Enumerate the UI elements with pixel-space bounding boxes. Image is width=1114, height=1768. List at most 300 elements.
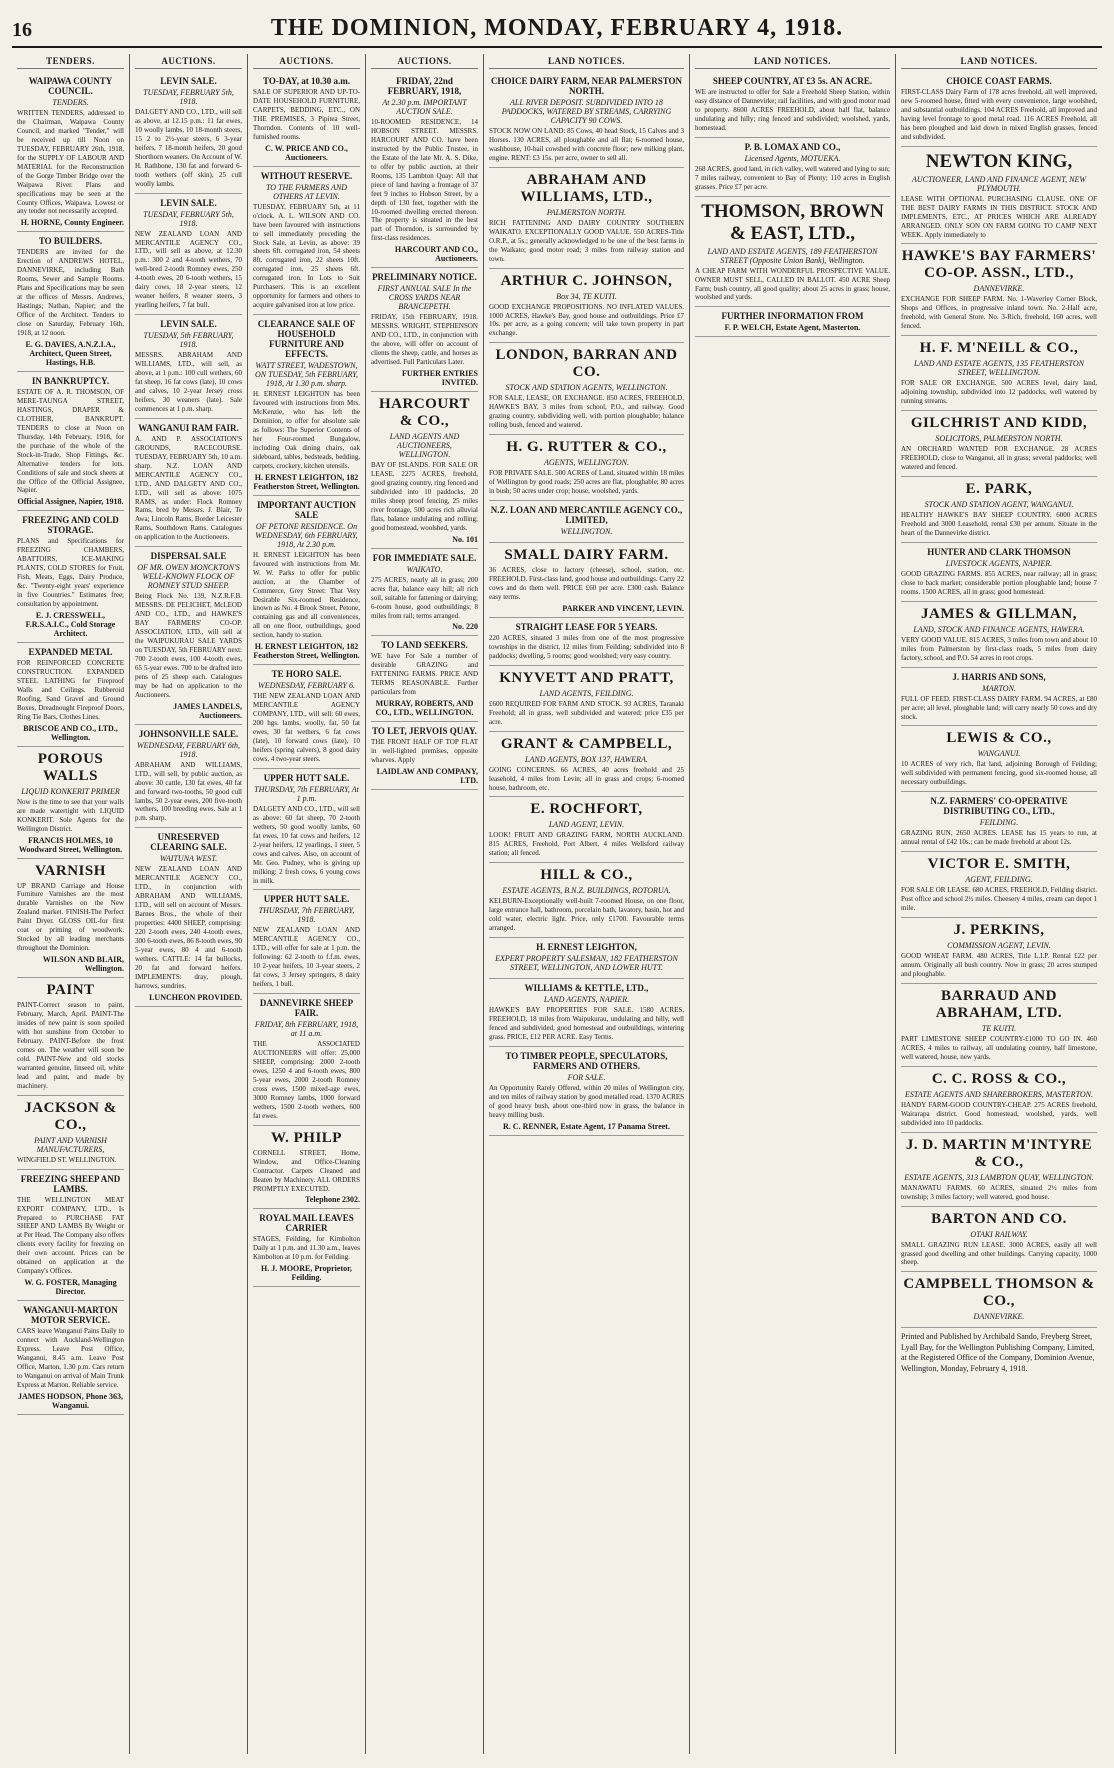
ad-signature: Telephone 2302. [305,1195,360,1205]
ad-subheading: LAND AGENTS, NAPIER. [543,995,630,1005]
ad-body-text: CORNELL STREET, Home, Window, and Office-Cleaning Contractor. Carpets Cleaned and Beaten by Machinery. ALL ORDERS PROMPTLY EXECUTED. [253,1148,360,1193]
advertisement [489,543,684,618]
ad-heading: C. C. ROSS & CO., [931,1070,1067,1087]
advertisement [371,722,478,790]
ad-subheading: COMMISSION AGENT, LEVIN. [947,941,1051,951]
ad-heading: SHEEP COUNTRY, AT £3 5s. AN ACRE. [712,76,873,86]
ad-body-text: LOOK! FRUIT AND GRAZING FARM, NORTH AUCKLAND. 815 ACRES, Freehold, Port Albert, 4 miles Wellsford railway station; all fenced. [489,831,684,858]
advertisement [17,859,124,979]
ad-body-text: DALGETY AND CO., LTD., will sell as above, at 12.15 p.m.: 11 fat ewes, 10 woolly lambs, 10 18-month steers, 15 2 to 2½-year steers, 6 3-year heifers, 7 18-month heifers, 20 good Shorthorn weaners. On Account of W. H. Rathbone, 130 fat and forward 6-tooth wethers (off skin), 25 cull woolly lambs. [135,108,242,188]
ad-body-text: FOR SALE OR LEASE. 680 ACRES, FREEHOLD, Feilding district. Post office and school 2½ miles. Cheesery 4 miles, cream can depot 1 mile. [901,886,1097,913]
ad-body-text: PLANS and Specifications for FREEZING CHAMBERS, ABATTOIRS, ICE-MAKING PLANTS, COLD STORES for Fruit, Fish, Meats, Eggs, Dairy Produce, &c. "Twenty-eight years' experience in five Countries." Estimates free; consultation by appointment. [17,537,124,609]
ad-subheading: ALL RIVER DEPOSIT. SUBDIVIDED INTO 18 PADDOCKS, WATERED BY STREAMS, CARRYING CAPACITY 90 COWS. [501,98,672,125]
ad-subheading: FIRST ANNUAL SALE In the CROSS YARDS NEAR BRANCEPETH. [377,284,472,312]
advertisement [253,890,360,994]
ad-heading: TE HORO SALE. [271,669,342,680]
ad-body-text: 275 ACRES, nearly all in grass; 200 acres flat, balance easy hill; all rich soil, suitable for fattening or dairying; 6-room house, good outbuildings; 8 miles from rail; terms arranged. [371,575,478,620]
ad-heading: TO BUILDERS. [38,236,103,247]
ad-subheading: LAND AND ESTATE AGENTS, 189 FEATHERSTON STREET (Opposite Union Bank), Wellington. [707,246,878,265]
ad-signature: W. G. FOSTER, Managing Director. [24,1278,117,1297]
ad-subheading: LAND AGENTS, BOX 137, HAWERA. [525,754,648,764]
ad-subheading: AGENT, FEILDING. [965,875,1033,885]
ad-body-text: TUESDAY, FEBRUARY 5th, at 11 o'clock. A. L. WILSON AND CO. have been favoured with instructions to sell immediately preceding the Stock Sale, at Levin, as above: 39 sheets 6ft. corrugated iron, 54 sheets 8ft. corrugated iron, 22 sheets 10ft. corrugated iron, 25 sheets 6ft. corrugated iron. In Lots to Suit Purchasers. This is an excellent opportunity for farmers and others to acquire galvanised iron at low price. [253,202,360,310]
column-heading: AUCTIONS. [253,56,360,69]
ad-heading: POROUS WALLS [37,750,104,784]
ad-body-text: THE ASSOCIATED AUCTIONEERS will offer: 25,000 SHEEP, comprising: 2000 2-tooth ewes, 1250 4 and 6-tooth ewes, 800 5-year ewes, 2000 2-tooth Romney cross ewes, 1500 mixed-age ewes, 3000 Romney lambs, 1000 forward wethers, 1500 2-tooth wethers, 600 fat ewes. [253,1040,360,1120]
ad-subheading: TE KUITI. [981,1023,1017,1033]
advertisement [901,477,1097,543]
ad-heading: H. F. M'NEILL & CO., [919,340,1079,357]
ad-subheading: FEILDING. [979,818,1019,828]
advertisement [901,244,1097,336]
ad-subheading: WAIKATO. [406,564,443,574]
advertisement [901,726,1097,792]
ad-subheading: WANGANUI. [977,749,1021,759]
ad-body-text: SMALL GRAZING RUN LEASE. 3000 ACRES, easily all well grassed good dwelling and other buildings. Carrying capacity, 1000 sheep. [901,1240,1097,1267]
advertisement [371,549,478,637]
ad-body-text: A CHEAP FARM WITH WONDERFUL PROSPECTIVE VALUE. OWNER MUST SELL, CALLED IN BALLOT. 450 ACRE Sheep Farm; bush country, all good quality; about 25 acres in grass; house, woolshed and yards. [695,266,890,302]
ad-subheading: TUESDAY, FEBRUARY 5th, 1918. [143,209,234,228]
ad-heading: CLEARANCE SALE OF HOUSEHOLD FURNITURE AND EFFECTS. [257,319,356,360]
advertisement [901,602,1097,668]
advertisement [901,411,1097,477]
printer-imprint: Printed and Published by Archibald Sando, Freyberg Street, Lyall Bay, for the Wellington Publishing Company, Limited, at the Registered Office of the Company, Dominion Avenue, Wellington, Monday, February 4, 1918. [901,1332,1095,1373]
ad-body-text: SALE OF SUPERIOR AND UP-TO-DATE HOUSEHOLD FURNITURE, CARPETS, BEDDING, ETC., ON THE PREMISES, 3 Pipitea Street, Thorndon. Contents of 10 well-furnished rooms. [253,88,360,141]
ad-subheading: WEDNESDAY, FEBRUARY 6. [258,681,355,691]
advertisement [901,1067,1097,1133]
ad-heading: IMPORTANT AUCTION SALE [256,499,357,520]
ad-subheading: At 2.30 p.m. IMPORTANT AUCTION SALE. [382,98,467,116]
ad-subheading: TO THE FARMERS AND OTHERS AT LEVIN. [265,182,348,201]
advertisement [489,938,684,979]
advertisement [253,167,360,315]
advertisement [901,543,1097,602]
ad-body-text: THE FRONT HALF OF TOP FLAT in well-lighted premises, opposite wharves. Apply [371,738,478,765]
ad-heading: VICTOR E. SMITH, [927,856,1071,873]
column-6 [690,54,896,1754]
ad-subheading: DANNEVIRKE. [973,1312,1025,1322]
advertisement [489,72,684,168]
ad-heading: GILCHRIST AND KIDD, [910,415,1088,432]
advertisement [135,194,242,316]
ad-body-text: FRIDAY, 15th FEBRUARY, 1918. MESSRS. WRIGHT, STEPHENSON AND CO., LTD., in conjunction with the above, will offer on account of clients the sheep, cattle, and horses as advertised. Full Particulars Later. [371,313,478,367]
advertisement [17,1301,124,1415]
ad-heading: UPPER HUTT SALE. [263,894,350,905]
ad-signature: LUNCHEON PROVIDED. [149,992,242,1002]
ad-heading: E. ROCHFORT, [530,801,643,818]
advertisement [253,496,360,666]
ad-signature: H. ERNEST LEIGHTON, 182 Featherston Street, Wellington. [253,472,360,491]
ad-body-text: STAGES, Feilding, for Kimbolton Daily at 1 p.m. and 11.30 a.m., leaves Kimbolton at 10 p.m. for Feilding. [253,1235,360,1262]
advertisement [17,643,124,747]
ad-heading: JOHNSONVILLE SALE. [138,728,239,739]
advertisement [17,747,124,859]
ad-body-text: GOOD EXCHANGE PROPOSITIONS. NO INFLATED VALUES. 1000 ACRES, Hawke's Bay, good house and outbuildings. Price £7 10s. per acre, as a going concern; will take town property in part exchange. [489,302,684,338]
ad-heading: H. ERNEST LEIGHTON, [536,942,637,953]
advertisement [901,792,1097,852]
ad-body-text: PAINT-Correct season to paint, February, March, April. PAINT-The insides of new paint is soon spoiled with hot sunshine from October to February. PAINT-Before the frost comes on. The weather will soon be cold. PAINT-New and old stocks warranted genuine, linseed oil, white lead and paint, and made by machinery. [17,1001,124,1090]
advertisement [135,315,242,419]
ad-signature: FURTHER ENTRIES INVITED. [402,369,478,388]
ad-body-text: GOOD WHEAT FARM. 480 ACRES, Title L.I.P. Rental £22 per annum. Originally all bush country. Now in grass; 20 acres stumped and ploughable. [901,952,1097,978]
ad-body-text: FIRST-CLASS Dairy Farm of 178 acres freehold, all well improved, new 5-roomed house, fitted with every convenience, large woolshed, and substantial outbuildings. 104 ACRES Freehold, all improved and having level frontage to good metal road. 116 ACRES Freehold, all has been ploughed and laid down in mixed English grasses, fenced and subdivided. [901,88,1097,141]
ad-subheading: ESTATE AGENTS AND SHAREBROKERS, MASTERTON. [904,1089,1093,1099]
ad-body-text: WE are instructed to offer for Sale a Freehold Sheep Station, within easy distance of Dannevirke; rail facilities, and with good motor road to property. 8600 ACRES FREEHOLD, about half flat, balance undulating and hilly; ring fenced and subdivided; woolshed, yards, homestead. [695,88,890,132]
ad-heading: WILLIAMS & KETTLE, LTD., [524,983,649,994]
ad-heading: W. PHILP [271,1129,342,1146]
ad-body-text: 268 ACRES, good land, in rich valley, well watered and lying to sun; 7 miles railway, convenient to Bay of Plenty; 110 acres in English grasses. Price £7 per acre. [695,164,890,191]
column-1 [12,54,130,1754]
column-heading: LAND NOTICES. [489,56,684,69]
ad-body-text: HAWKE'S BAY PROPERTIES FOR SALE. 1580 ACRES, FREEHOLD, 18 miles from Waipukurau, undulating and hilly, well fenced and subdivided, good homestead and outbuildings, wintering grass. PRICE, £12 PER ACRE. Easy Terms. [489,1006,684,1041]
ad-heading: J. PERKINS, [953,922,1045,939]
ad-subheading: OTAKI RAILWAY. [970,1229,1028,1239]
advertisement [901,1272,1097,1328]
ad-heading: GRANT & CAMPBELL, [500,735,673,752]
ad-body-text: GOOD GRAZING FARMS. 855 ACRES, near railway; all in grass; close to back market; considerable portion ploughable land; house 7 rooms. 1500 ACRES, all in grass; good homestead. [901,569,1097,596]
ad-body-text: GOING CONCERNS. 66 ACRES, 40 acres freehold and 25 leasehold, 4 miles from Levin; all in grass and crops; 6-roomed house, bathroom, etc. [489,765,684,792]
ad-body-text: STOCK NOW ON LAND: 85 Cows, 40 head Stock, 15 Calves and 3 Horses. 130 ACRES, all ploughable and all flat; 6-roomed house, washhouse, 10-bail cowshed with concrete floor; new milking plant, engine. RENT: £3 15s. per acre, owner to sell all. [489,127,684,162]
ad-heading: PAINT [46,982,95,999]
ad-signature: E. G. DAVIES, A.N.Z.I.A., Architect, Queen Street, Hastings, H.B. [25,339,116,367]
advertisement [489,863,684,938]
ad-heading: HILL & CO., [540,867,633,884]
ad-body-text: 10 ACRES of very rich, flat land, adjoining Borough of Feilding; well subdivided with permanent fencing, good six-roomed house, all necessary outbuildings. [901,760,1097,787]
ad-subheading: STOCK AND STATION AGENT, WANGANUI. [924,500,1074,510]
ad-body-text: FOR SALE, LEASE, OR EXCHANGE. 850 ACRES, FREEHOLD, HAWKE'S BAY, 3 miles from school, P.O., and railway. Good grazing country, subdividing well, with portion ploughable; balance rolling bush, fenced and watered. [489,394,684,430]
ad-body-text: Being Flock No. 139, N.Z.R.F.B. MESSRS. DE PELICHET, McLEOD AND CO., LTD., and HAWKE'S BAY FARMERS' CO-OP. ASSOCIATION, LTD., will sell at the WAIPUKURAU SALE YARDS on TUESDAY, 5th FEBRUARY next: 700 2-tooth ewes, 100 4-tooth ewes, 65 5-year ewes. 700 to be drafted into pens of 25 sheep each. Catalogues may be had on application to the Auctioneers. [135,592,242,699]
ad-heading: ARTHUR C. JOHNSON, [500,272,673,289]
ad-heading: NEWTON KING, [925,150,1073,172]
ad-heading: WAIPAWA COUNTY COUNCIL. [28,76,113,96]
ad-heading: FREEZING SHEEP AND LAMBS. [20,1173,121,1194]
ad-subheading: WAITUNA WEST. [159,854,218,864]
ad-body-text: 220 ACRES, situated 3 miles from one of the most progressive townships in the district, 12 miles from Feilding; subdivided into 8 paddocks; dwelling, 5 rooms; good woolshed; very easy country. [489,633,684,660]
ad-heading: WANGANUI-MARTON MOTOR SERVICE. [23,1305,118,1326]
advertisement [253,1209,360,1287]
advertisement [253,72,360,167]
advertisement [695,307,890,337]
advertisement [901,852,1097,918]
advertisement [17,511,124,643]
ad-heading: UNRESERVED CLEARING SALE. [150,832,227,853]
ad-heading: WITHOUT RESERVE. [260,170,353,181]
ad-subheading: LAND AGENTS, FEILDING. [539,688,634,698]
advertisement [17,72,124,232]
ad-subheading: WATT STREET, WADESTOWN, ON TUESDAY, 5th FEBRUARY, 1918, At 1.30 p.m. sharp. [254,361,359,389]
column-4 [366,54,484,1754]
ad-heading: STRAIGHT LEASE FOR 5 YEARS. [515,621,658,632]
ad-body-text: UP BRAND Carriage and House Furniture Varnishes are the most durable Varnishes on the New Zealand market. FINISH-The Perfect Paint Dryer. GLOSS OIL-for first coat or priming of woodwork. Stocked by all leading merchants throughout the Dominion. [17,881,124,953]
ad-heading: TO-DAY, at 10.30 a.m. [263,76,350,86]
ad-subheading: OF MR. OWEN MONCKTON'S WELL-KNOWN FLOCK OF ROMNEY STUD SHEEP. [137,563,240,591]
ad-subheading: LAND AND ESTATE AGENTS, 135 FEATHERSTON STREET, WELLINGTON. [914,359,1084,378]
ad-heading: PRELIMINARY NOTICE. [372,272,477,283]
ad-heading: J. D. MARTIN M'INTYRE & CO., [905,1136,1093,1170]
advertisement [489,979,684,1047]
column-heading: AUCTIONS. [371,56,478,69]
ad-signature: WILSON AND BLAIR, Wellington. [42,955,124,974]
advertisement [489,666,684,732]
ad-subheading: STOCK AND STATION AGENTS, WELLINGTON. [505,383,668,393]
ad-body-text: THE NEW ZEALAND LOAN AND MERCANTILE AGENCY COMPANY, LTD., will sell: 60 ewes, 200 hgs. lambs, woolly, fat, 50 fat ewes, 30 fat wethers, 6 fat cows (late), 10 forward cows (late), 10 heifers (spring calvers), 8 good dairy cows, 4 two-year steers. [253,692,360,763]
ad-subheading: FOR SALE. [567,1072,606,1082]
ad-heading: THOMSON, BROWN & EAST, LTD., [701,200,884,244]
ad-heading: SMALL DAIRY FARM. [504,547,669,564]
ad-signature: LAIDLAW AND COMPANY, LTD. [376,767,478,786]
advertisement [371,392,478,549]
ad-body-text: VERY GOOD VALUE. 815 ACRES, 3 miles from town and about 10 miles from Palmerston by first-class roads, 5 miles from dairy factory, school, and P.O. 54 acres in root crops. [901,635,1097,662]
ad-body-text: 36 ACRES, close to factory (cheese), school, station, etc. FREEHOLD. First-class land, good house and outbuildings. Carry 22 cows and do them well. PRICE £60 per acre. £300 cash. Balance easy terms. [489,566,685,601]
ad-heading: TO LET, JERVOIS QUAY. [372,726,477,737]
ad-subheading: MARTON. [982,683,1016,693]
advertisement [17,372,124,511]
ad-heading: HAWKE'S BAY FARMERS' CO-OP. ASSN., LTD., [901,248,1097,282]
ad-heading: UPPER HUTT SALE. [263,772,350,783]
advertisement [135,725,242,829]
advertisement [371,636,478,722]
ad-subheading: THURSDAY, 7th FEBRUARY, At 1 p.m. [254,784,359,803]
ad-body-text: WINGFIELD ST. WELLINGTON. [17,1155,117,1164]
ad-signature: No. 101 [452,534,478,544]
advertisement [253,769,360,891]
advertisement [489,797,684,863]
advertisement [489,618,684,666]
column-5 [484,54,690,1754]
ad-subheading: LIQUID KONKERIT PRIMER [21,786,120,796]
ad-signature: PARKER AND VINCENT, LEVIN. [562,603,684,613]
advertisement [489,435,684,501]
ad-body-text: H. ERNEST LEIGHTON has been favoured with instructions from Mrs. McKenzie, who has left the Dominion, to offer for absolute sale as follows: The Superior Contents of her Four-roomed Bungalow, including Oak dining chairs, oak sideboard, tables, bedsteads, bedding, carpets, crockery, kitchen utensils. [253,390,360,470]
ad-body-text: Now is the time to see that your walls are made watertight with LIQUID KONKERIT. Sole Agents for the Wellington District. [17,797,124,833]
ad-body-text: PART LIMESTONE SHEEP COUNTRY-£1000 TO GO IN. 460 ACRES, 4 miles to railway, all undulating country, half limestone, well watered, house, new yards. [901,1034,1097,1061]
ad-heading: H. G. RUTTER & CO., [506,439,667,456]
advertisement [901,72,1097,147]
ad-body-text: MESSRS. ABRAHAM AND WILLIAMS, LTD., will sell, as above, at 1 p.m.: 100 cull wethers, 60 fat sheep, 16 fat cows (late), 10 cows and calves, 10 2-year Jersey cross heifers, 30 weaners (late). Sale commences at 1 p.m. sharp. [135,351,242,413]
ad-heading: LEVIN SALE. [160,319,217,330]
ad-signature: JAMES LANDELS, Auctioneers. [173,701,242,720]
ad-subheading: THURSDAY, 7th FEBRUARY, 1918. [258,906,355,925]
advertisement [253,1126,360,1210]
ad-signature: E. J. CRESSWELL, F.R.S.A.I.C., Cold Storage Architect. [25,611,116,639]
ad-signature: BRISCOE AND CO., LTD., Wellington. [23,723,118,742]
advertisement [17,1096,124,1170]
ad-heading: CHOICE COAST FARMS. [946,76,1052,86]
newspaper-title: THE DOMINION, MONDAY, FEBRUARY 4, 1918. [270,15,844,41]
ad-heading: LEVIN SALE. [160,76,217,86]
ad-subheading: LAND, STOCK AND FINANCE AGENTS, HAWERA. [913,624,1085,634]
ad-body-text: A. AND P. ASSOCIATION'S GROUNDS, RACECOURSE. TUESDAY, FEBRUARY 5th, 10 a.m. sharp. N.Z. LOAN AND MERCANTILE AGENCY CO., LTD., AND DALGETY AND CO., LTD., will sell as above: 1075 RAMS, as under: Flock Romney Rams, bred by Messrs. J. Blair, Te Awa; Lincoln Rams, Border Leicester Rams, Southdown Rams. Catalogues on application to the Auctioneers. [135,434,242,542]
ad-signature: JAMES HODSON, Phone 363, Wanganui. [17,1391,124,1410]
advertisement [135,419,242,547]
ad-subheading: WELLINGTON. [560,527,613,537]
ad-heading: E. PARK, [965,481,1033,498]
ad-heading: LEVIN SALE. [160,197,217,208]
ad-body-text: NEW ZEALAND LOAN AND MERCANTILE AGENCY CO., LTD., will sell as above, at 12.30 p.m.: 300 2 and 4-tooth wethers, 70 well-bred 2-tooth Romney ewes, 250 4-tooth ewes, 20 6-tooth wethers, 15 dairy cows, 18 2-year steers, 12 weaner heifers, 8 weaner steers, 3 yearling heifers, 7 fat bull. [135,229,242,310]
ad-heading: DISPERSAL SALE [150,551,227,562]
ad-body-text: FOR PRIVATE SALE. 500 ACRES of Land, situated within 18 miles of Wellington by good roads; 250 acres are flat, ploughable; 80 acres in bush; 50 acres under crop; house, woolshed, yards. [489,469,684,496]
ad-heading: ROYAL MAIL LEAVES CARRIER [259,1213,354,1234]
advertisement [17,232,124,372]
advertisement [901,668,1097,727]
ad-heading: HUNTER AND CLARK THOMSON [927,546,1071,557]
ad-body-text: RICH FATTENING AND DAIRY COUNTRY SOUTHERN WAIKATO. EXCEPTIONALLY GOOD VALUE. 550 ACRES-Title O.R.P., at 5s.; generally acknowledged to be one of the best farms in the Waikato; good motor road; 3 miles from railway station and town. [489,218,684,263]
ad-subheading: ESTATE AGENTS, B.N.Z. BUILDINGS, ROTORUA. [502,886,671,896]
ad-subheading: LAND AGENT, LEVIN. [548,820,625,830]
advertisement [489,501,684,543]
ad-signature: C. W. PRICE AND CO., Auctioneers. [265,143,348,162]
advertisement [901,1133,1097,1207]
ad-subheading: DANNEVIRKE. [973,284,1025,294]
ad-body-text: H. ERNEST LEIGHTON has been favoured with instructions from Mr. W. W. Parks to offer for public auction, at the Chamber of Commerce, Grey Street: That Very Desirable Six-roomed Residence, known as No. 4 Brook Street, Petone, containing gas and all conveniences, all on one floor, outbuildings, good section, handy to station. [253,550,360,640]
ad-heading: FOR IMMEDIATE SALE. [372,552,477,563]
ad-body-text: AN ORCHARD WANTED FOR EXCHANGE. 28 ACRES FREEHOLD, close to Wanganui, all in grass; several paddocks; well watered and fenced. [901,445,1097,472]
advertisement [695,72,890,138]
ad-heading: EXPANDED METAL [28,647,113,658]
ad-subheading: PALMERSTON NORTH. [546,207,627,217]
ad-body-text: KELBURN-Exceptionally well-built 7-roomed House, on one floor, large entrance hall, bathroom, porcelain bath, lavatory, basin, hot and cold water, electric light. Price, only £1700. Favourable terms arranged. [489,897,684,933]
ad-subheading: TENDERS. [52,98,89,107]
advertisement [17,978,124,1096]
ad-heading: ABRAHAM AND WILLIAMS, LTD., [520,171,653,205]
ad-heading: J. HARRIS AND SONS, [952,671,1046,682]
ad-body-text: NEW ZEALAND LOAN AND MERCANTILE AGENCY CO., LTD., will offer for sale at 1 p.m. the following: 62 2-tooth to f.f.m. ewes, 10 2-year heifers, 10 3-year steers, 2 fat cows, 3 Jersey springers, 8 dairy heifers, 1 bull. [253,926,360,989]
ad-heading: WANGANUI RAM FAIR. [138,422,239,433]
advertisement [489,269,684,344]
advertisement [901,984,1097,1067]
ad-body-text: THE WELLINGTON MEAT EXPORT COMPANY, LTD., Is Prepared to PURCHASE FAT SHEEP AND LAMBS By Weight or at Per Head. The Company also offers clients every facility for freezing on their own account. Prices can be obtained on application at the Company's Offices. [17,1195,124,1276]
advertisement [489,732,684,798]
ad-body-text: ABRAHAM AND WILLIAMS, LTD., will sell, by public auction, as above: 30 cattle, 130 fat ewes, 40 fat and forward two-tooths, 50 good cull lambs, 50 2-year ewes, 200 five-tooth wethers, 100 breeding ewes. Sale at 1 p.m. sharp. [135,760,242,823]
ad-heading: FRIDAY, 22nd FEBRUARY, 1918, [387,76,462,96]
ad-heading: FREEZING AND COLD STORAGE. [22,515,119,536]
ad-heading: BARTON AND CO. [931,1210,1067,1227]
ad-body-text: TENDERS are invited for the Erection of ANDREWS HOTEL, DANNEVIRKE, including Bath Rooms, Sewer and Sample Rooms. Plans and Specifications may be seen at the offices of Messrs. Andrews, Hastings; Nathan, Napier; and the Office of the Architect. Tenders to close on Saturday, February 16th, 1918, at 12 noon. [17,248,124,338]
ad-heading: N.Z. FARMERS' CO-OPERATIVE DISTRIBUTING CO., LTD., [930,796,1068,817]
ad-subheading: TUESDAY, 5th FEBRUARY, 1918. [143,331,234,350]
ad-heading: JACKSON & CO., [24,1099,117,1133]
advertisement [253,315,360,496]
ad-heading: KNYVETT AND PRATT, [499,669,674,686]
advertisement [901,336,1097,411]
advertisement [371,72,478,268]
ad-heading: FURTHER INFORMATION FROM [721,311,864,322]
ad-subheading: AGENTS, WELLINGTON. [544,458,629,468]
ad-signature: No. 220 [452,622,478,632]
ad-body-text: FOR SALE OR EXCHANGE. 500 ACRES level, dairy land, adjoining township, subdivided into 12 paddocks, well watered by running streams. [901,379,1097,406]
ad-signature: R. C. RENNER, Estate Agent, 17 Panama Street. [503,1121,670,1131]
ad-subheading: WEDNESDAY, FEBRUARY 6th, 1918. [136,740,241,759]
advertisement [901,147,1097,245]
ad-body-text: ESTATE OF A. R. THOMSON, OF MERE-TAUNGA STREET, HASTINGS, DRAPER & CLOTHIER, BANKRUPT. TENDERS to close at Noon on Thursday, 14th February, 1918, for the purchase of the whole of the Stock-in-Trade, Shop Fittings, &c. Alternative tenders for lots. Conditions of sale and stock sheets at the Office of the Official Assignee, Napier. [17,387,124,495]
ad-body-text: LEASE WITH OPTIONAL PURCHASING CLAUSE. ONE OF THE BEST DAIRY FARMS IN THIS DISTRICT. STOCK AND IMPLEMENTS, ETC., AT PRICES WHICH ARE ALREADY ARRANGED. ONLY SON ON FARM GOING TO CAMP NEXT WEEK. Apply immediately to [901,194,1097,239]
ad-subheading: SOLICITORS, PALMERSTON NORTH. [935,434,1063,444]
ad-body-text: HEALTHY HAWKE'S BAY SHEEP COUNTRY. 6000 ACRES Freehold and 3000 Leasehold, rental £30 per annum. Situate in the heart of the Dannevirke district. [901,511,1097,537]
ad-body-text: GRAZING RUN, 2650 ACRES. LEASE has 15 years to run, at annual rental of £42 10s.; can be made freehold at about 12s. [901,829,1097,847]
column-2 [130,54,248,1754]
column-heading: AUCTIONS. [135,56,242,69]
ad-body-text: An Opportunity Rarely Offered, within 20 miles of Wellington city, and ten miles of railway station by good metalled road. 1370 ACRES of good heavy bush, about one-third now in grass, the balance in heavy milling bush. [489,1083,684,1119]
ad-signature: FRANCIS HOLMES, 10 Woodward Street, Wellington. [18,835,123,854]
column-7 [896,54,1102,1754]
column-heading: LAND NOTICES. [695,56,890,69]
ad-signature: Official Assignee, Napier, 1918. [17,497,124,507]
ad-heading: TO LAND SEEKERS. [381,640,468,651]
advertisement [489,168,684,269]
ad-heading: IN BANKRUPTCY. [31,375,110,386]
ad-subheading: ESTATE AGENTS, 313 LAMBTON QUAY, WELLINGTON. [904,1172,1094,1182]
ad-body-text: MANAWATU FARMS. 60 ACRES, situated 2½ miles from township; 3 miles factory; well watered, good house. [901,1183,1097,1201]
advertisement [135,72,242,194]
advertisement [17,1170,124,1302]
ad-signature: HARCOURT AND CO., Auctioneers. [394,245,478,264]
ad-heading: JAMES & GILLMAN, [921,605,1077,622]
ad-body-text: CARS leave Wanganui Pains Daily to connect with Auckland-Wellington Express. Leave Post Office, Wanganui, 8.45 a.m. Leave Post Office, Marton, 1.30 p.m. Cars return to Wanganui on arrival of Main Trunk Express at Marton. Reliable service. [17,1327,124,1389]
ad-signature: F. P. WELCH, Estate Agent, Masterton. [724,323,861,333]
ad-heading: HARCOURT & CO., [379,396,470,430]
ad-signature: H. ERNEST LEIGHTON, 182 Featherston Street, Wellington. [253,642,360,661]
ad-heading: TO TIMBER PEOPLE, SPECULATORS, FARMERS AND OTHERS. [505,1050,668,1071]
advertisement [135,828,242,1006]
ad-body-text: £600 REQUIRED FOR FARM AND STOCK. 93 ACRES, Taranaki Freehold; all in grass, well subdivided and watered; price £35 per acre. [489,699,684,726]
ad-signature: H. J. MOORE, Proprietor, Feilding. [261,1264,352,1283]
ad-subheading: EXPERT PROPERTY SALESMAN, 182 FEATHERSTON STREET, WELLINGTON, AND LOWER HUTT. [495,954,678,973]
column-3 [248,54,366,1754]
ad-heading: P. B. LOMAX AND CO., [744,141,841,152]
ad-body-text: NEW ZEALAND LOAN AND MERCANTILE AGENCY CO., LTD., in conjunction with ABRAHAM AND WILLIAMS, LTD., will sell on account of Messrs. Barnes Bros., the whole of their properties: 4400 SHEEP, comprising: 220 2-tooth ewes, 240 4-tooth ewes, 300 6-tooth ewes, 86 8-tooth ewes, 90 5-year ewes, 80 4 and 6-tooth wethers. CATTLE: 14 fat bullocks, 20 fat and forward heifers. IMPLEMENTS: dray, plough, harrows, sundries. [135,865,242,990]
ad-subheading: LIVESTOCK AGENTS, NAPIER. [945,558,1053,568]
column-heading: TENDERS. [17,56,124,69]
advertisement [135,547,242,724]
ad-subheading: TUESDAY, FEBRUARY 5th, 1918. [143,88,234,106]
ad-heading: DANNEVIRKE SHEEP FAIR. [259,998,354,1019]
ad-signature: H. HORNE, County Engineer. [20,218,124,228]
ad-heading: LEWIS & CO., [946,730,1052,747]
advertisement [371,268,478,392]
ad-heading: LONDON, BARRAN AND CO. [495,347,678,381]
masthead [12,14,1102,48]
advertisement [489,1047,684,1136]
advertisement [695,197,890,308]
ad-subheading: LAND AGENTS AND AUCTIONEERS, WELLINGTON. [389,432,460,460]
ad-subheading: Licensed Agents, MOTUEKA. [744,153,841,163]
ad-heading: CAMPBELL THOMSON & CO., [903,1276,1095,1310]
ad-heading: VARNISH [35,862,106,879]
ad-body-text: 10-ROOMED RESIDENCE, 14 HOBSON STREET. MESSRS. HARCOURT AND CO. have been instructed by the Public Trustee, in the Estate of the late Mr. A. S. Dike, to offer by public auction, at their Rooms, 135 Lambton Quay: All that piece of land having a frontage of 37 feet 9 inches to Hobson Street, by a depth of 130 feet, together with the 10-roomed dwelling erected thereon. The property is situated in the best part of Thorndon, is surrounded by first-class residences. [371,118,478,243]
ad-heading: N.Z. LOAN AND MERCANTILE AGENCY CO., LIMITED, [490,505,683,526]
advertisement [901,918,1097,984]
advertisement [489,343,684,435]
ad-subheading: PAINT AND VARNISH MANUFACTURERS, [34,1135,107,1154]
ad-body-text: BAY OF ISLANDS. FOR SALE OR LEASE. 2275 ACRES, freehold, good grazing country, ring fenced and subdivided into 10 paddocks, 20 miles sheep proof fencing, 25 miles river frontage, 500 acres rich alluvial flats, balance undulating and rolling; good homestead, woolshed, yards. [371,461,478,532]
ad-subheading: FRIDAY, 8th FEBRUARY, 1918, at 11 a.m. [254,1020,359,1039]
ad-subheading: AUCTIONEER, LAND AND FINANCE AGENT, NEW PLYMOUTH. [911,174,1086,193]
page-number: 16 [12,19,32,41]
advertisement [901,1207,1097,1273]
ad-signature: MURRAY, ROBERTS, AND CO., LTD., WELLINGTON. [375,699,474,718]
ad-body-text: FULL OF FEED. FIRST-CLASS DAIRY FARM. 94 ACRES, at £80 per acre; all level, ploughable land; will carry nearly 50 cows and dry stock. [901,694,1097,721]
ad-subheading: OF PETONE RESIDENCE. On WEDNESDAY, 6th FEBRUARY, 1918, At 2.30 p.m. [255,521,358,549]
ad-body-text: WRITTEN TENDERS, addressed to the Chairman, Waipawa County Council, and marked "Tender," will be received up till Noon on TUESDAY, FEBRUARY 26th, 1918, for the SUPPLY OF LABOUR AND MATERIAL for the Reconstruction of the Gorge Timber Bridge over the Waipawa River. Plans and specifications may be seen at the County Offices, Waipawa. Lowest or any tender not necessarily accepted. [17,109,124,216]
advertisement [253,994,360,1126]
ad-body-text: HANDY FARM-GOOD COUNTRY-CHEAP. 275 ACRES freehold, Wairarapa district. Good homestead, woolshed, yards, well subdivided into 10 paddocks. [901,1100,1097,1127]
ad-body-text: DALGETY AND CO., LTD., will sell as above: 60 fat sheep, 70 2-tooth wethers, 50 good woolly lambs, 60 fat ewes, 10 fat cows and heifers, 12 2-year heifers, 12 yearlings, 1 steer, 5 cows and calves. Also, on account of Mr. Geo. Pudney, who is giving up milking: 2 fresh cows, 6 young cows in milk. [253,804,360,885]
ad-heading: CHOICE DAIRY FARM, NEAR PALMERSTON NORTH. [490,76,683,96]
ad-body-text: WE have For Sale a number of desirable GRAZING and FATTENING FARMS. PRICE AND TERMS REASONABLE. Further particulars from [371,652,478,697]
columns-container [12,54,1102,1754]
advertisement [253,665,360,769]
ad-body-text: FOR REINFORCED CONCRETE CONSTRUCTION. EXPANDED STEEL LATHING for Fireproof Walls and Ceilings. Rubberoid Roofing, Sand Gravel and Ground Boxes, Dreadnought Fireproof Doors, Ring Tie Bars, Clothes Lines. [17,659,124,721]
